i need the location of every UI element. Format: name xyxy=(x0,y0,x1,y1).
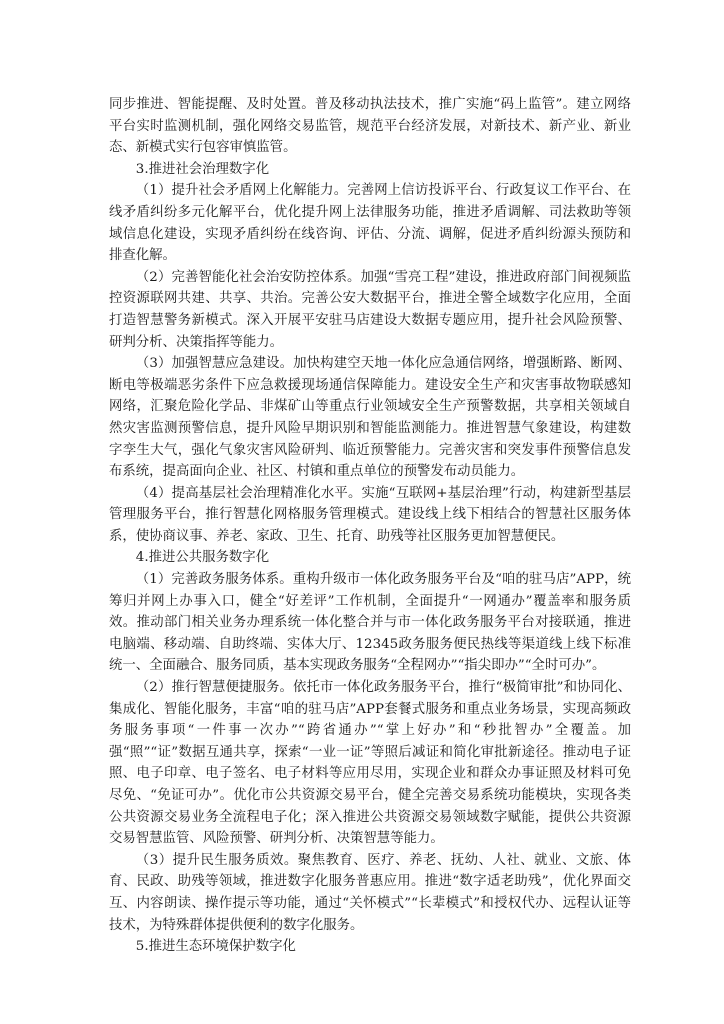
section-3-paragraph-2: （2）完善智能化社会治安防控体系。加强“雪亮工程”建设，推进政府部门间视频监控资源联网共建、共享、共治。完善公安大数据平台，推进全警全域数字化应用，全面打造智慧警务新模式。深入开展平安驻马店建设大数据专题应用，提升社会风险预警、研判分析、决策指挥等能力。 xyxy=(109,269,631,350)
section-3-paragraph-3: （3）加强智慧应急建设。加快构建空天地一体化应急通信网络，增强断路、断网、断电等极端恶劣条件下应急救援现场通信保障能力。建设安全生产和灾害事故物联感知网络，汇聚危险化学品、非煤矿山等重点行业领域安全生产预警数据，共享相关领域自然灾害监测预警信息，提升风险早期识别和智能监测能力。推进智慧气象建设，构建数字孪生大气，强化气象灾害风险研判、临近预警能力。完善灾害和突发事件预警信息发布系统，提高面向企业、社区、村镇和重点单位的预警发布动员能力。 xyxy=(109,356,631,480)
section-5-heading: 5.推进生态环境保护数字化 xyxy=(135,939,296,955)
section-4-heading: 4.推进公共服务数字化 xyxy=(135,550,270,566)
section-3-paragraph-4: （4）提高基层社会治理精准化水平。实施“互联网+基层治理”行动，构建新型基层管理服务平台，推行智慧化网格服务管理模式。建设线上线下相结合的智慧社区服务体系，使协商议事、养老、家政、卫生、托育、助残等社区服务更加智慧便民。 xyxy=(109,485,631,544)
section-4-paragraph-3: （3）提升民生服务质效。聚焦教育、医疗、养老、抚幼、人社、就业、文旅、体育、民政、助残等领域，推进数字化服务普惠应用。推进“数字适老助残”，优化界面交互、内容朗读、操作提示等功能，通过“关怀模式”“长辈模式”和授权代办、远程认证等技术，为特殊群体提供便利的数字化服务。 xyxy=(109,852,631,933)
document-page xyxy=(109,94,631,958)
continuation-paragraph: 同步推进、智能提醒、及时处置。普及移动执法技术，推广实施“码上监管”。建立网络平台实时监测机制，强化网络交易监管，规范平台经济发展，对新技术、新产业、新业态、新模式实行包容审慎监管。 xyxy=(109,97,631,156)
section-4-paragraph-1: （1）完善政务服务体系。重构升级市一体化政务服务平台及“咱的驻马店”APP，统筹归并网上办事入口，健全“好差评”工作机制，全面提升“一网通办”覆盖率和服务质效。推动部门相关业务办理系统一体化整合并与市一体化政务服务平台对接联通，推进电脑端、移动端、自助终端、实体大厅、12345政务服务便民热线等渠道线上线下标准统一、全面融合、服务同质，基本实现政务服务“全程网办”“指尖即办”“全时可办”。 xyxy=(109,572,631,674)
section-3-heading: 3.推进社会治理数字化 xyxy=(135,161,270,177)
section-3-paragraph-1: （1）提升社会矛盾网上化解能力。完善网上信访投诉平台、行政复议工作平台、在线矛盾纠纷多元化解平台，优化提升网上法律服务功能，推进矛盾调解、司法救助等领域信息化建设，实现矛盾纠纷在线咨询、评估、分流、调解，促进矛盾纠纷源头预防和排查化解。 xyxy=(109,183,631,264)
section-4-paragraph-2: （2）推行智慧便捷服务。依托市一体化政务服务平台，推行“极简审批”和协同化、集成化、智能化服务，丰富“咱的驻马店”APP套餐式服务和重点业务场景，实现高频政务服务事项“一件事一次办”“跨省通办”“掌上好办”和“秒批智办”全覆盖。加强“照”“证”数据互通共享，探索“一业一证”等照后减证和简化审批新途径。推动电子证照、电子印章、电子签名、电子材料等应用尽用，实现企业和群众办事证照及材料可免尽免、“免证可办”。优化市公共资源交易平台，健全完善交易系统功能模块，实现各类公共资源交易业务全流程电子化；深入推进公共资源交易领域数字赋能，提供公共资源交易智慧监管、风险预警、研判分析、决策智慧等能力。 xyxy=(109,680,631,847)
